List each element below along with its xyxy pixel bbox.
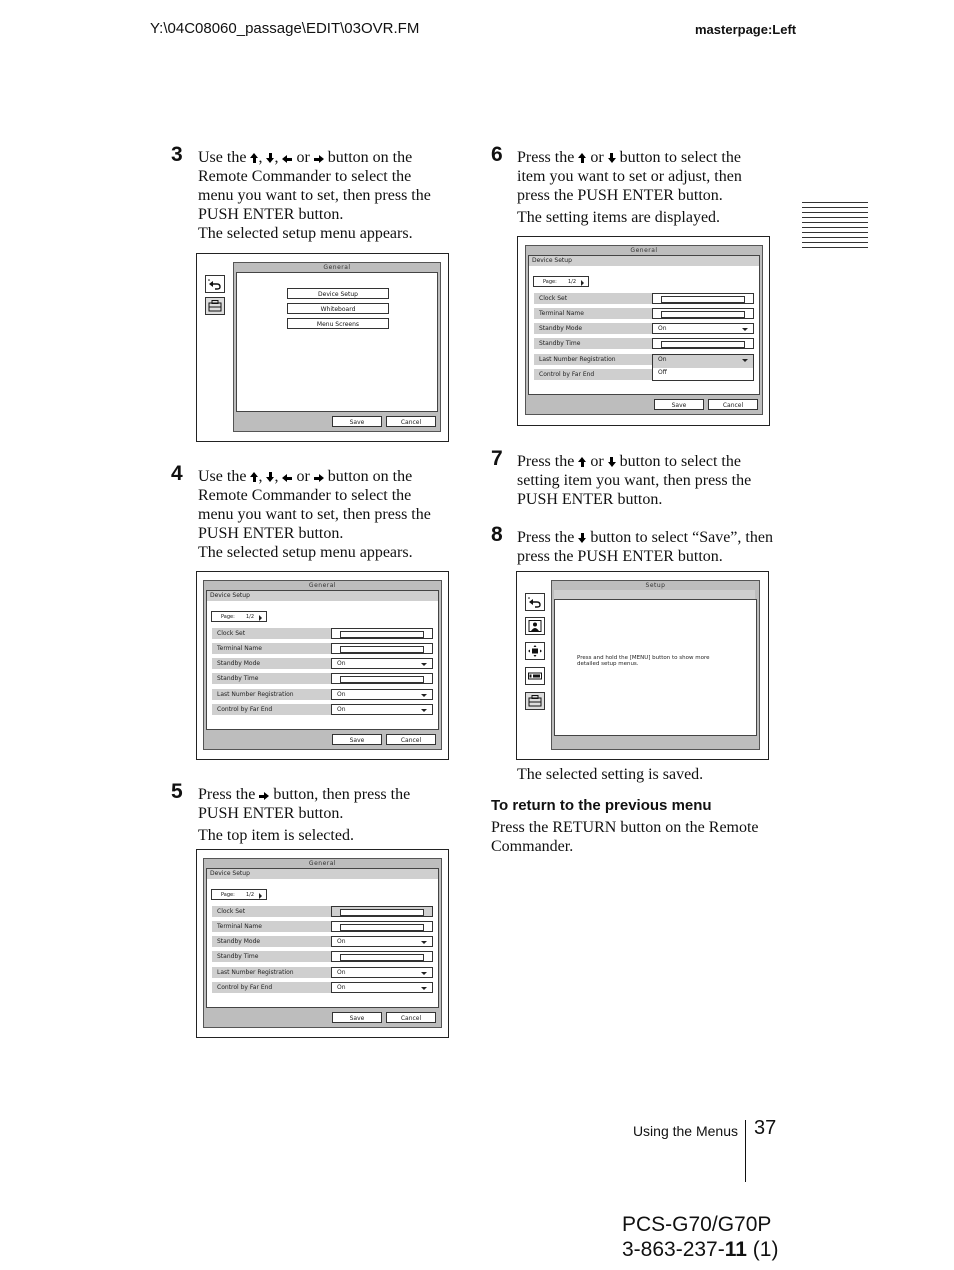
dropdown-arrow-icon (421, 663, 427, 666)
dropdown[interactable] (331, 982, 433, 993)
return-icon (525, 593, 545, 611)
setup-subbar (554, 590, 755, 599)
menu-item-device-setup[interactable]: Device Setup (287, 288, 389, 299)
text-field[interactable] (652, 293, 754, 304)
text-field[interactable] (331, 673, 433, 684)
setup-window (551, 580, 760, 750)
step-text: button on the Remote Commander to select the menu you want to set, then press the PUSH ENTER button. (198, 468, 431, 542)
model-name: PCS-G70/G70P (622, 1213, 772, 1236)
dropdown-arrow-icon (421, 941, 427, 944)
dropdown-arrow-icon (421, 987, 427, 990)
row-standby-time[interactable] (212, 673, 433, 684)
row-standby-time[interactable] (534, 338, 754, 349)
step-3-text (198, 148, 450, 243)
page-next-arrow-icon (259, 615, 262, 621)
step-note: The setting items are displayed. (517, 209, 721, 226)
page-number: 37 (754, 1117, 777, 1139)
toolbox-icon (205, 297, 225, 315)
page-value: 1/2 (246, 614, 255, 620)
step-8-note: The selected setting is saved. (517, 766, 704, 783)
return-icon (205, 275, 225, 293)
row-label: Standby Mode (217, 660, 261, 667)
right-arrow-icon (314, 155, 324, 163)
text-field-selected[interactable] (331, 906, 433, 917)
cancel-button[interactable]: Cancel (386, 416, 436, 427)
row-terminal-name[interactable] (212, 643, 433, 654)
step-number: 5 (171, 780, 183, 803)
row-label: Standby Mode (217, 938, 261, 945)
row-last-number[interactable] (212, 689, 433, 700)
dropdown-value: On (337, 984, 346, 991)
page-label: Page: (543, 279, 557, 285)
row-clock-set[interactable] (534, 293, 754, 304)
cancel-button[interactable]: Cancel (386, 1012, 436, 1023)
part-code-bold: 11 (724, 1238, 747, 1261)
setup-message: Press and hold the [MENU] button to show more detailed setup menus. (577, 655, 710, 667)
page-selector[interactable] (211, 889, 267, 900)
dropdown-value: On (337, 969, 346, 976)
row-clock-set[interactable] (212, 628, 433, 639)
section-heading: To return to the previous menu (491, 797, 712, 814)
row-label: Clock Set (217, 630, 246, 637)
step-text: Press the (198, 786, 256, 803)
dropdown[interactable] (331, 704, 433, 715)
screen-setup (516, 571, 769, 760)
left-arrow-icon (282, 474, 292, 482)
section-title: Device Setup (207, 869, 438, 879)
step-text: Use the (198, 468, 247, 485)
or-word: or (590, 149, 604, 166)
dropdown-value: On (337, 706, 346, 713)
page-next-arrow-icon (259, 893, 262, 899)
save-button[interactable]: Save (332, 1012, 382, 1023)
page-value: 1/2 (246, 892, 255, 898)
step-text: Press the (517, 453, 575, 470)
masterpage-label: masterpage:Left (695, 22, 797, 37)
comma: , (258, 149, 263, 166)
row-terminal-name[interactable] (212, 921, 433, 932)
step-number: 8 (491, 523, 503, 546)
dropdown-arrow-icon (421, 972, 427, 975)
dropdown[interactable] (331, 658, 433, 669)
dropdown-open[interactable] (652, 354, 754, 381)
dropdown[interactable] (331, 967, 433, 978)
step-8-text (517, 528, 775, 566)
screen-device-setup-dropdown (517, 236, 770, 426)
row-standby-mode[interactable] (212, 936, 433, 947)
dropdown-arrow-icon (421, 709, 427, 712)
text-field[interactable] (331, 643, 433, 654)
part-code-suffix: (1) (746, 1238, 779, 1261)
step-text: Use the (198, 149, 247, 166)
row-label: Control by Far End (217, 706, 273, 713)
dropdown-arrow-icon (421, 694, 427, 697)
or-word: or (296, 468, 310, 485)
row-standby-mode[interactable] (534, 323, 754, 334)
section-title: Device Setup (207, 591, 438, 601)
text-field[interactable] (652, 338, 754, 349)
setup-panel (206, 868, 439, 1008)
row-control-far-end[interactable] (212, 704, 433, 715)
menu-item-whiteboard[interactable]: Whiteboard (287, 303, 389, 314)
row-standby-time[interactable] (212, 951, 433, 962)
up-arrow-icon (578, 457, 586, 467)
step-number: 7 (491, 447, 503, 470)
setup-window (203, 858, 442, 1028)
dropdown-option-off[interactable]: Off (658, 369, 667, 376)
model-code (622, 1212, 778, 1262)
row-label: Terminal Name (217, 923, 262, 930)
footer-divider (745, 1120, 746, 1182)
row-label: Clock Set (539, 295, 568, 302)
footer-section: Using the Menus (632, 1123, 738, 1139)
cancel-button[interactable]: Cancel (708, 399, 758, 410)
row-last-number[interactable] (212, 967, 433, 978)
dropdown-value: On (337, 660, 346, 667)
comma: , (258, 468, 263, 485)
page-value: 1/2 (568, 279, 577, 285)
dropdown-value: On (337, 691, 346, 698)
dropdown[interactable] (331, 689, 433, 700)
right-arrow-icon (259, 792, 269, 800)
screen-device-setup-selected (196, 849, 449, 1038)
row-label: Standby Mode (539, 325, 583, 332)
window-title: General (526, 246, 762, 255)
row-label: Control by Far End (539, 371, 595, 378)
dropdown[interactable] (652, 323, 754, 334)
or-word: or (590, 453, 604, 470)
row-label: Clock Set (217, 908, 246, 915)
down-arrow-icon (578, 533, 586, 543)
down-arrow-icon (266, 153, 274, 163)
dropdown-option-on: On (658, 356, 667, 363)
step-number: 4 (171, 462, 183, 485)
comma: , (274, 468, 279, 485)
step-note: The selected setup menu appears. (198, 225, 413, 242)
setup-window (203, 580, 442, 750)
step-text: button, then press the PUSH ENTER button. (198, 786, 411, 822)
step-note: The top item is selected. (198, 827, 354, 844)
device-icon (525, 667, 545, 685)
step-text: button to select “Save”, then press the PUSH ENTER button. (517, 529, 773, 565)
setup-panel (528, 255, 760, 395)
dropdown[interactable] (331, 936, 433, 947)
down-arrow-icon (608, 153, 616, 163)
section-text: Press the RETURN button on the Remote Commander. (491, 819, 759, 855)
page-label: Page: (221, 614, 235, 620)
dropdown-option-selected[interactable] (653, 355, 753, 368)
menu-item-menu-screens[interactable]: Menu Screens (287, 318, 389, 329)
row-label: Terminal Name (217, 645, 262, 652)
section-title: Device Setup (529, 256, 759, 266)
side-tab-lines (802, 202, 868, 252)
screen-device-setup (196, 571, 449, 760)
up-arrow-icon (250, 153, 258, 163)
text-field[interactable] (331, 628, 433, 639)
row-label: Standby Time (217, 675, 259, 682)
step-text: Press the (517, 149, 575, 166)
menu-window (233, 262, 441, 432)
row-clock-set[interactable] (212, 906, 433, 917)
step-note: The selected setup menu appears. (198, 544, 413, 561)
right-arrow-icon (314, 474, 324, 482)
file-path: Y:\04C08060_passage\EDIT\03OVR.FM (150, 20, 420, 37)
down-arrow-icon (608, 457, 616, 467)
comma: , (274, 149, 279, 166)
step-7-text (517, 452, 772, 509)
save-button[interactable]: Save (332, 734, 382, 745)
dropdown-value: On (337, 938, 346, 945)
setup-window (525, 245, 763, 415)
dropdown-arrow-icon (742, 359, 748, 362)
setup-panel (554, 599, 757, 736)
row-label: Terminal Name (539, 310, 584, 317)
left-arrow-icon (282, 155, 292, 163)
screen-general-menu (196, 253, 449, 442)
page-selector[interactable] (533, 276, 589, 287)
camera-control-icon (525, 642, 545, 660)
row-label: Last Number Registration (539, 356, 616, 363)
down-arrow-icon (266, 472, 274, 482)
text-field[interactable] (652, 308, 754, 319)
step-text: Press the (517, 529, 575, 546)
row-label: Control by Far End (217, 984, 273, 991)
dropdown-value: On (658, 325, 667, 332)
person-icon (525, 617, 545, 635)
page-label: Page: (221, 892, 235, 898)
toolbox-icon (525, 692, 545, 710)
row-control-far-end[interactable] (212, 982, 433, 993)
window-title: General (204, 859, 441, 868)
dropdown-arrow-icon (742, 328, 748, 331)
step-text: button on the Remote Commander to select the menu you want to set, then press the PUSH ENTER button. (198, 149, 431, 223)
window-title: Setup (552, 581, 759, 590)
row-terminal-name[interactable] (534, 308, 754, 319)
part-code-prefix: 3-863-237- (622, 1238, 725, 1261)
row-label: Last Number Registration (217, 691, 294, 698)
page-selector[interactable] (211, 611, 267, 622)
row-standby-mode[interactable] (212, 658, 433, 669)
window-title: General (234, 263, 440, 272)
window-title: General (204, 581, 441, 590)
row-label: Last Number Registration (217, 969, 294, 976)
setup-panel (206, 590, 439, 730)
text-field[interactable] (331, 951, 433, 962)
up-arrow-icon (578, 153, 586, 163)
save-button[interactable]: Save (654, 399, 704, 410)
page-next-arrow-icon (581, 280, 584, 286)
step-6-text (517, 148, 772, 227)
step-text: button to select the item you want to set or adjust, then press the PUSH ENTER button. (517, 149, 742, 204)
part-code (622, 1237, 778, 1262)
or-word: or (296, 149, 310, 166)
menu-panel (236, 272, 438, 412)
step-5-text (198, 785, 450, 845)
cancel-button[interactable]: Cancel (386, 734, 436, 745)
text-field[interactable] (331, 921, 433, 932)
row-label: Standby Time (217, 953, 259, 960)
row-label: Standby Time (539, 340, 581, 347)
up-arrow-icon (250, 472, 258, 482)
step-text: button to select the setting item you want, then press the PUSH ENTER button. (517, 453, 752, 508)
save-button[interactable]: Save (332, 416, 382, 427)
step-4-text (198, 467, 450, 562)
step-number: 3 (171, 143, 183, 166)
step-number: 6 (491, 143, 503, 166)
